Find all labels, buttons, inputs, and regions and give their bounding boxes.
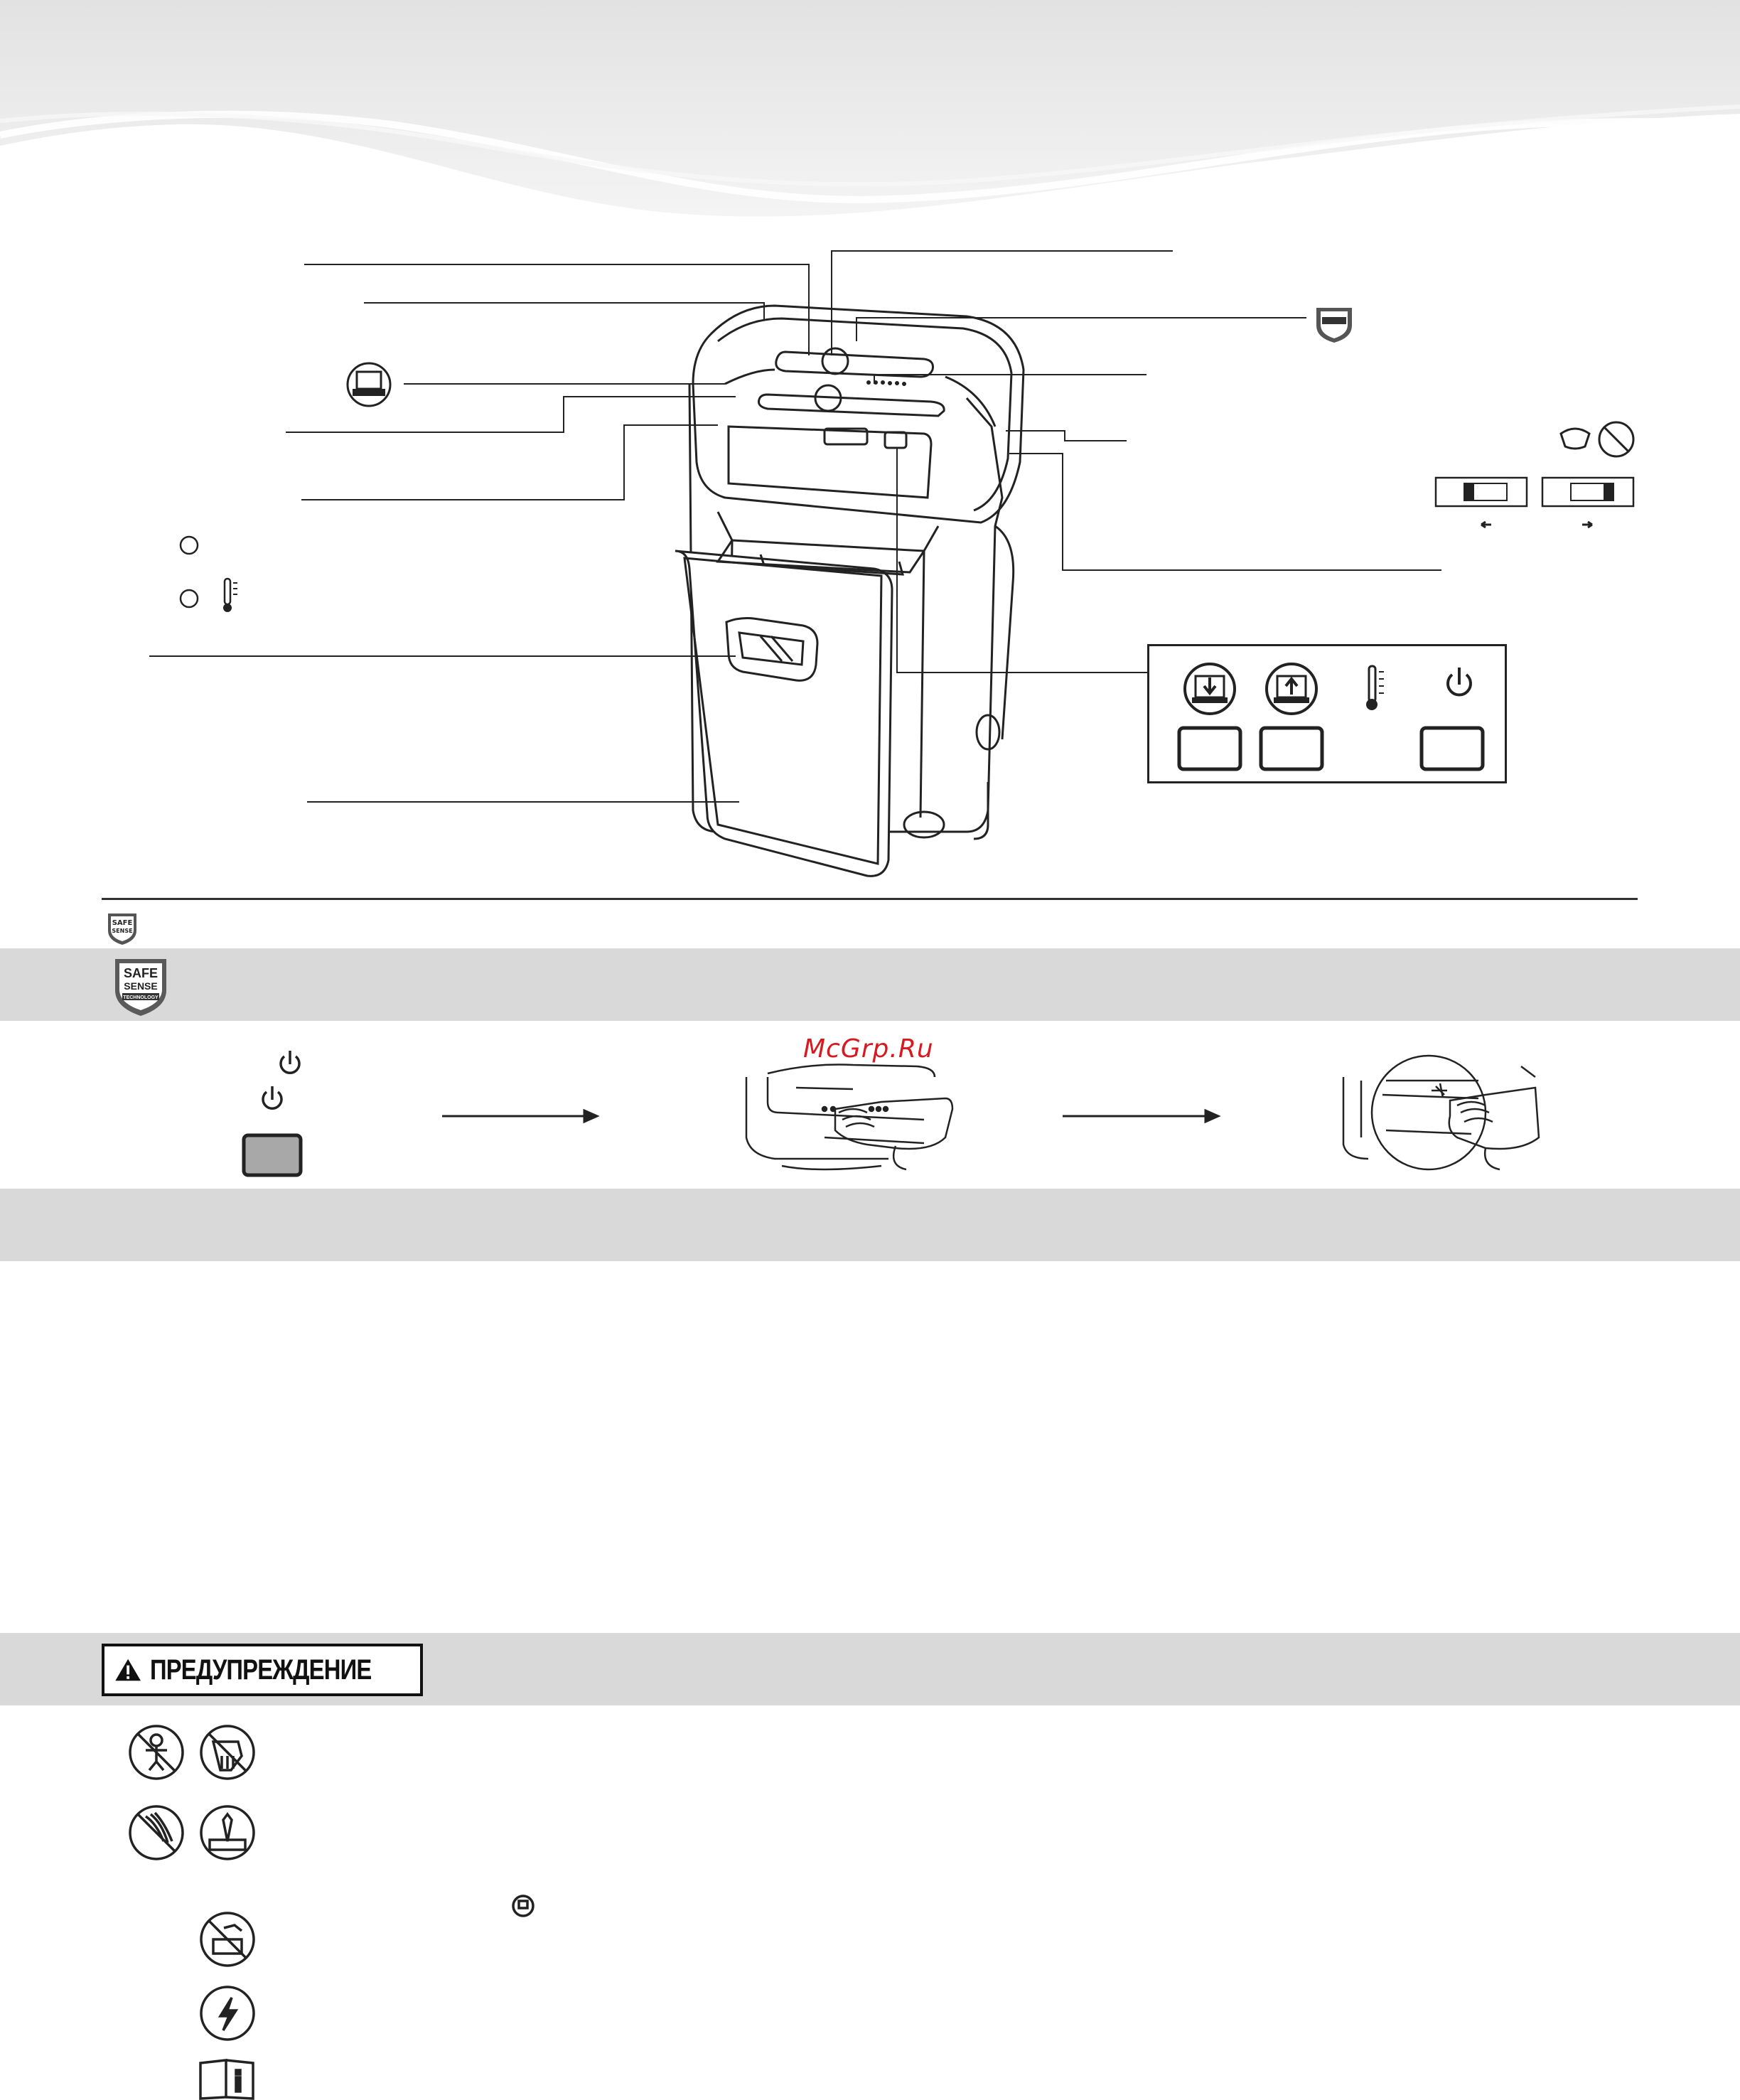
no-tie-icon [201,1806,254,1859]
thermometer-icon [223,579,237,612]
no-hair-icon [130,1806,183,1859]
power-icon [281,1051,299,1073]
svg-text:SENSE: SENSE [124,980,158,992]
section-divider [102,898,1638,900]
indicator-circle-2 [181,590,198,607]
no-hands-icon [201,1726,254,1779]
warning-pictograms [0,1706,569,2100]
control-panel [1147,644,1507,783]
svg-text:SAFE: SAFE [112,919,133,927]
reverse-button [1179,728,1240,769]
shredder-illustration [0,235,1740,889]
info-small-icon [513,1896,533,1916]
forward-button [1261,728,1322,769]
power-button [1422,728,1483,769]
safe-sense-logo [112,956,169,1019]
power-icon-2 [263,1086,281,1108]
svg-text:SAFE: SAFE [123,966,159,980]
svg-text:TECHNOLOGY: TECHNOLOGY [123,995,159,1000]
shield-badge-icon [1316,308,1352,343]
watermark: McGrp.Ru [803,1034,934,1064]
panel-thermometer-icon [1366,666,1384,710]
switch-reverse-icon [1436,478,1527,527]
switch-forward-icon [1542,478,1633,527]
warning-triangle-icon [114,1651,141,1688]
indicator-circle-1 [181,537,198,554]
svg-text:SENSE: SENSE [112,928,133,934]
no-children-icon [130,1726,183,1779]
header-wave [0,0,1740,227]
info-band [0,1189,1740,1261]
safe-sense-logo-small [107,912,138,946]
paper-slot-icon [348,363,390,406]
read-manual-icon [200,2060,253,2099]
no-aerosol-icon [201,1913,254,1966]
forward-icon [1267,664,1316,714]
warning-badge [102,1644,423,1696]
sequence-illustration [0,1024,1740,1194]
reverse-icon [1185,664,1235,714]
warning-label: ПРЕДУПРЕЖДЕНИЕ [150,1654,372,1686]
sensor-icon [1561,422,1633,456]
safe-sense-band [0,948,1740,1021]
panel-power-icon [1448,668,1471,695]
power-button-pressed [244,1135,301,1175]
electric-shock-icon [201,1987,254,2040]
